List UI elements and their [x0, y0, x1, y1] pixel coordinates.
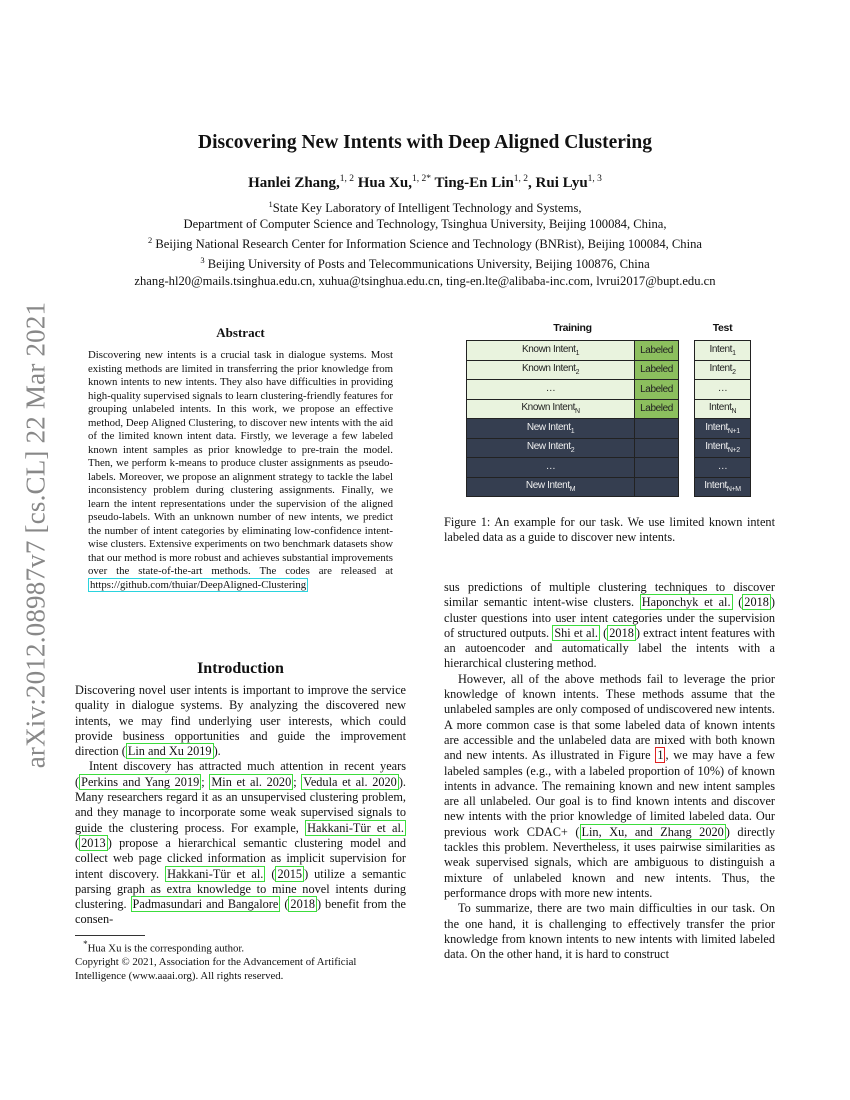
- unlabeled-cell: [635, 458, 679, 478]
- author-name: Ting-En Lin: [434, 175, 514, 191]
- test-intent-cell: Intent$_1$: [695, 341, 751, 361]
- paragraph: To summarize, there are two main difficulties in our task. On the one hand, it is challenging to effectively transfer the prior knowledge from known intents to new intents with limited labeled data. On the other hand, it is hard to construct: [444, 901, 775, 962]
- citation-link[interactable]: Lin and Xu 2019: [127, 744, 212, 759]
- citation-link[interactable]: Hakkani-Tür et al.: [167, 866, 264, 881]
- training-row: [467, 380, 679, 400]
- citation-link[interactable]: 2015: [277, 866, 303, 881]
- author-affil-mark: 1, 2: [339, 174, 355, 184]
- paragraph: However, all of the above methods fail to leverage the prior knowledge of known intents. These methods assume that the unlabeled samples are only composed of undiscovered new intents. A more common case is that some labeled data of known intents are accessible and the unlabeled data are mixed with both known and new intents. As illustrated in Figure 1 , we may have a few labeled samples (e.g., with a labeled proportion of 10%) of known intents in advance. The remaining known and new intent samples are all unlabeled. Our goal is to find known intents and discover new intents with the prior knowledge of limited labeled data. Our previous work CDAC+ ( Lin, Xu, and Zhang 2020 ) directly tackles this problem. Nevertheless, it uses pairwise similarities as weak supervised signals, which are ambiguous to distinguish a mixture of unlabeled known and new intents. Thus, the performance drops with more new intents.: [444, 671, 775, 900]
- training-row: [467, 458, 679, 478]
- paragraph: Discovering novel user intents is important to improve the service quality in dialogue systems. By analyzing the discovered new intents, we may find underlying user interests, which could provide business opportunities and guide the improvement direction ( Lin and Xu 2019 ).: [75, 683, 406, 759]
- test-row: [695, 380, 751, 400]
- test-intent-cell: Intent$_{N+2}$: [695, 438, 751, 458]
- author-name: , Rui Lyu: [528, 175, 588, 191]
- figure-caption: Figure 1: An example for our task. We use limited known intent labeled data as a guide to discover new intents.: [444, 515, 775, 545]
- known-intent-cell: Known Intent$_N$: [467, 399, 635, 419]
- citation-link[interactable]: Padmasundari and Bangalore: [132, 897, 279, 912]
- citation-link[interactable]: Haponchyk et al.: [641, 595, 731, 610]
- citation-link[interactable]: Min et al. 2020: [211, 774, 292, 789]
- test-intent-cell: …: [695, 458, 751, 478]
- citation-link[interactable]: Hakkani-Tür et al.: [307, 820, 405, 835]
- author-emails: zhang-hl20@mails.tsinghua.edu.cn, xuhua@tsinghua.edu.cn, ting-en.lte@alibaba-inc.com, lvrui2017@bupt.edu.cn: [134, 273, 716, 288]
- new-intent-cell: …: [467, 458, 635, 478]
- labeled-tag: Labeled: [635, 399, 679, 419]
- author-name: Hua Xu,: [357, 175, 412, 191]
- citation-link[interactable]: Shi et al.: [554, 625, 598, 640]
- footnote-rule: [75, 935, 145, 936]
- paragraph: sus predictions of multiple clustering techniques to discover similar semantic intent-wise clusters. Haponchyk et al. ( 2018 ) cluster questions into user intent categories under the supervision of structured outputs. Shi et al. ( 2018 ) extract intent features with an autoencoder and automatically label the intents with a hierarchical clustering method.: [444, 580, 775, 671]
- training-table: [466, 340, 679, 497]
- citation-link[interactable]: 2018: [744, 595, 769, 610]
- citation-link[interactable]: Perkins and Yang 2019: [81, 774, 200, 789]
- affiliations: [0, 196, 850, 289]
- known-intent-cell: Known Intent$_2$: [467, 360, 635, 380]
- author-name: Hanlei Zhang,: [248, 175, 340, 191]
- affiliation-line: $^1$State Key Laboratory of Intelligent Technology and Systems,: [268, 199, 582, 216]
- test-row: [695, 458, 751, 478]
- training-row: [467, 438, 679, 458]
- author-list: [0, 174, 850, 192]
- test-row: [695, 360, 751, 380]
- unlabeled-cell: [635, 438, 679, 458]
- test-intent-cell: Intent$_{N+1}$: [695, 419, 751, 439]
- arxiv-identifier: arXiv:2012.08987v7 [cs.CL] 22 Mar 2021: [20, 301, 51, 769]
- test-intent-cell: …: [695, 380, 751, 400]
- abstract-heading: Abstract: [216, 325, 265, 340]
- footnote-copyright: Copyright © 2021, Association for the Advancement of Artificial Intelligence (www.aaai.org). All rights reserved.: [75, 956, 357, 982]
- figure-1: [466, 322, 752, 502]
- author-affil-mark: 1, 2: [513, 174, 529, 184]
- code-link[interactable]: https://github.com/thuiar/DeepAligned-Clustering: [90, 578, 307, 591]
- right-column-body: [444, 580, 775, 962]
- labeled-tag: Labeled: [635, 341, 679, 361]
- citation-link[interactable]: 2018: [609, 625, 634, 640]
- test-row: [695, 438, 751, 458]
- unlabeled-cell: [635, 477, 679, 497]
- affiliation-line: Department of Computer Science and Technology, Tsinghua University, Beijing 100084, China,: [183, 217, 667, 232]
- test-row: [695, 419, 751, 439]
- test-table: [694, 340, 751, 497]
- figure-ref-link[interactable]: 1: [657, 748, 664, 763]
- training-row: [467, 477, 679, 497]
- new-intent-cell: New Intent$_1$: [467, 419, 635, 439]
- citation-link[interactable]: 2018: [290, 897, 316, 912]
- test-row: [695, 341, 751, 361]
- citation-link[interactable]: 2013: [81, 835, 106, 850]
- labeled-tag: Labeled: [635, 360, 679, 380]
- test-intent-cell: Intent$_2$: [695, 360, 751, 380]
- citation-link[interactable]: Lin, Xu, and Zhang 2020: [581, 824, 724, 839]
- left-column-body: [75, 683, 406, 928]
- test-header: Test: [712, 322, 733, 334]
- footnote: [75, 938, 406, 983]
- paper-title: Discovering New Intents with Deep Aligned Clustering: [198, 132, 652, 153]
- training-row: [467, 360, 679, 380]
- training-row: [467, 419, 679, 439]
- author-affil-mark: 1, 2*: [411, 174, 431, 184]
- introduction-heading: Introduction: [197, 660, 284, 677]
- known-intent-cell: …: [467, 380, 635, 400]
- test-intent-cell: Intent$_{N+M}$: [695, 477, 751, 497]
- test-intent-cell: Intent$_N$: [695, 399, 751, 419]
- abstract-body: Discovering new intents is a crucial task in dialogue systems. Most existing methods are limited in transferring the prior knowledge from known intents to new intents. They also have difficulties in providing high-quality supervised signals to learn clustering-friendly features for grouping unlabeled intents. In this work, we propose an effective method, Deep Aligned Clustering, to discover new intents with the aid of the limited known intent data. Firstly, we leverage a few labeled known intent samples as prior knowledge to pre-train the model. Then, we perform k-means to produce cluster assignments as pseudo-labels. Moreover, we propose an alignment strategy to tackle the label inconsistency problem during clustering assignments. Finally, we learn the intent representations under the supervision of the aligned pseudo-labels. With an unknown number of new intents, we predict the number of intent categories by eliminating low-confidence intent-wise clusters. Extensive experiments on two benchmark datasets show that our method is more robust and achieves substantial improvements over the state-of-the-art methods. The codes are released at https://github.com/thuiar/DeepAligned-Clustering: [88, 349, 393, 591]
- new-intent-cell: New Intent$_M$: [467, 477, 635, 497]
- citation-link[interactable]: Vedula et al. 2020: [303, 774, 397, 789]
- unlabeled-cell: [635, 419, 679, 439]
- test-row: [695, 477, 751, 497]
- test-row: [695, 399, 751, 419]
- affiliation-line: $^3$ Beijing University of Posts and Telecommunications University, Beijing 100876, China: [200, 255, 650, 272]
- new-intent-cell: New Intent$_2$: [467, 438, 635, 458]
- author-affil-mark: 1, 3: [587, 174, 602, 184]
- labeled-tag: Labeled: [635, 380, 679, 400]
- affiliation-line: $^2$ Beijing National Research Center for Information Science and Technology (BNRist), Beijing 100084, China: [148, 235, 702, 252]
- training-row: [467, 341, 679, 361]
- training-header: Training: [553, 322, 592, 334]
- paragraph: Intent discovery has attracted much attention in recent years ( Perkins and Yang 2019 ; Min et al. 2020 ; Vedula et al. 2020 ). Many researchers regard it as an unsupervised clustering problem, and they manage to incorporate some weak supervised signals to guide the clustering process. For example, Hakkani-Tür et al. ( 2013 ) propose a hierarchical semantic clustering model and collect web page clicked information as implicit supervision for intent discovery. Hakkani-Tür et al. ( 2015 ) utilize a semantic parsing graph as extra knowledge to mine novel intents during clustering. Padmasundari and Bangalore ( 2018 ) benefit from the consen-: [75, 759, 407, 927]
- footnote-corresponding: *Hua Xu is the corresponding author.: [83, 939, 245, 955]
- training-row: [467, 399, 679, 419]
- known-intent-cell: Known Intent$_1$: [467, 341, 635, 361]
